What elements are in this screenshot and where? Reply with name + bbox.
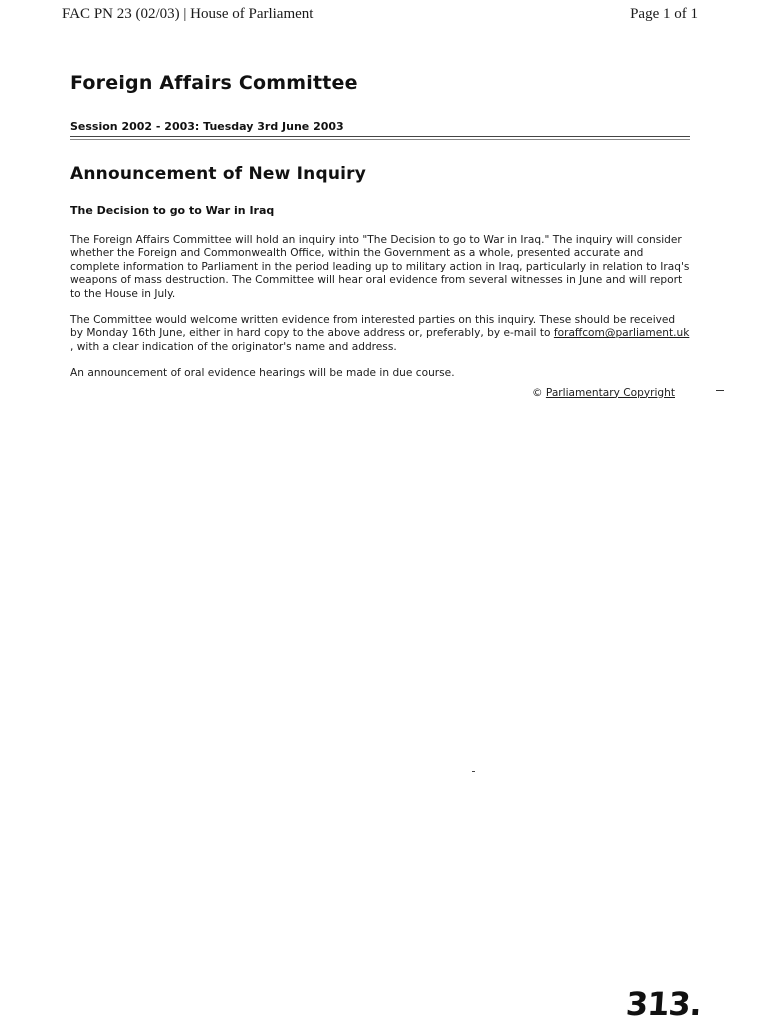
print-header (62, 6, 698, 28)
copyright-symbol: © (531, 386, 543, 399)
inquiry-description: The Foreign Affairs Committee will hold an inquiry into "The Decision to go to War in Iraq." The inquiry will consider whether the Foreign and Commonwealth Office, within the Government as a whole, presented accurate and complete information to Parliament in the period leading up to military action in Iraq, particularly in relation to Iraq's weapons of mass destruction. The Committee will hear oral evidence from several witnesses in June and will report to the House in July. (70, 234, 690, 300)
hearings-announcement: An announcement of oral evidence hearings will be made in due course. (70, 367, 455, 380)
evidence-request-text-end: , with a clear indication of the originator's name and address. (70, 340, 397, 353)
copyright-notice (70, 387, 690, 399)
scan-mark (716, 390, 724, 391)
page-count: Page 1 of 1 (630, 6, 698, 22)
evidence-request (70, 314, 690, 354)
document-body (70, 72, 690, 399)
inquiry-subtitle: The Decision to go to War in Iraq (70, 204, 275, 217)
handwritten-page-number: 313. (624, 985, 703, 1023)
session-date: Session 2002 - 2003: Tuesday 3rd June 2003 (70, 120, 690, 137)
email-link[interactable]: foraffcom@parliament.uk (553, 327, 690, 340)
announcement-title: Announcement of New Inquiry (70, 164, 367, 184)
print-header-title: FAC PN 23 (02/03) | House of Parliament (62, 6, 314, 22)
evidence-request-text: The Committee would welcome written evidence from interested parties on this inquiry. These should be received by Monday 16th June, either in hard copy to the above address or, preferably, by e-mail to (70, 314, 676, 340)
copyright-link[interactable]: Parliamentary Copyright (545, 386, 675, 399)
divider (70, 139, 690, 140)
committee-title: Foreign Affairs Committee (70, 72, 358, 94)
scan-mark (472, 771, 475, 772)
